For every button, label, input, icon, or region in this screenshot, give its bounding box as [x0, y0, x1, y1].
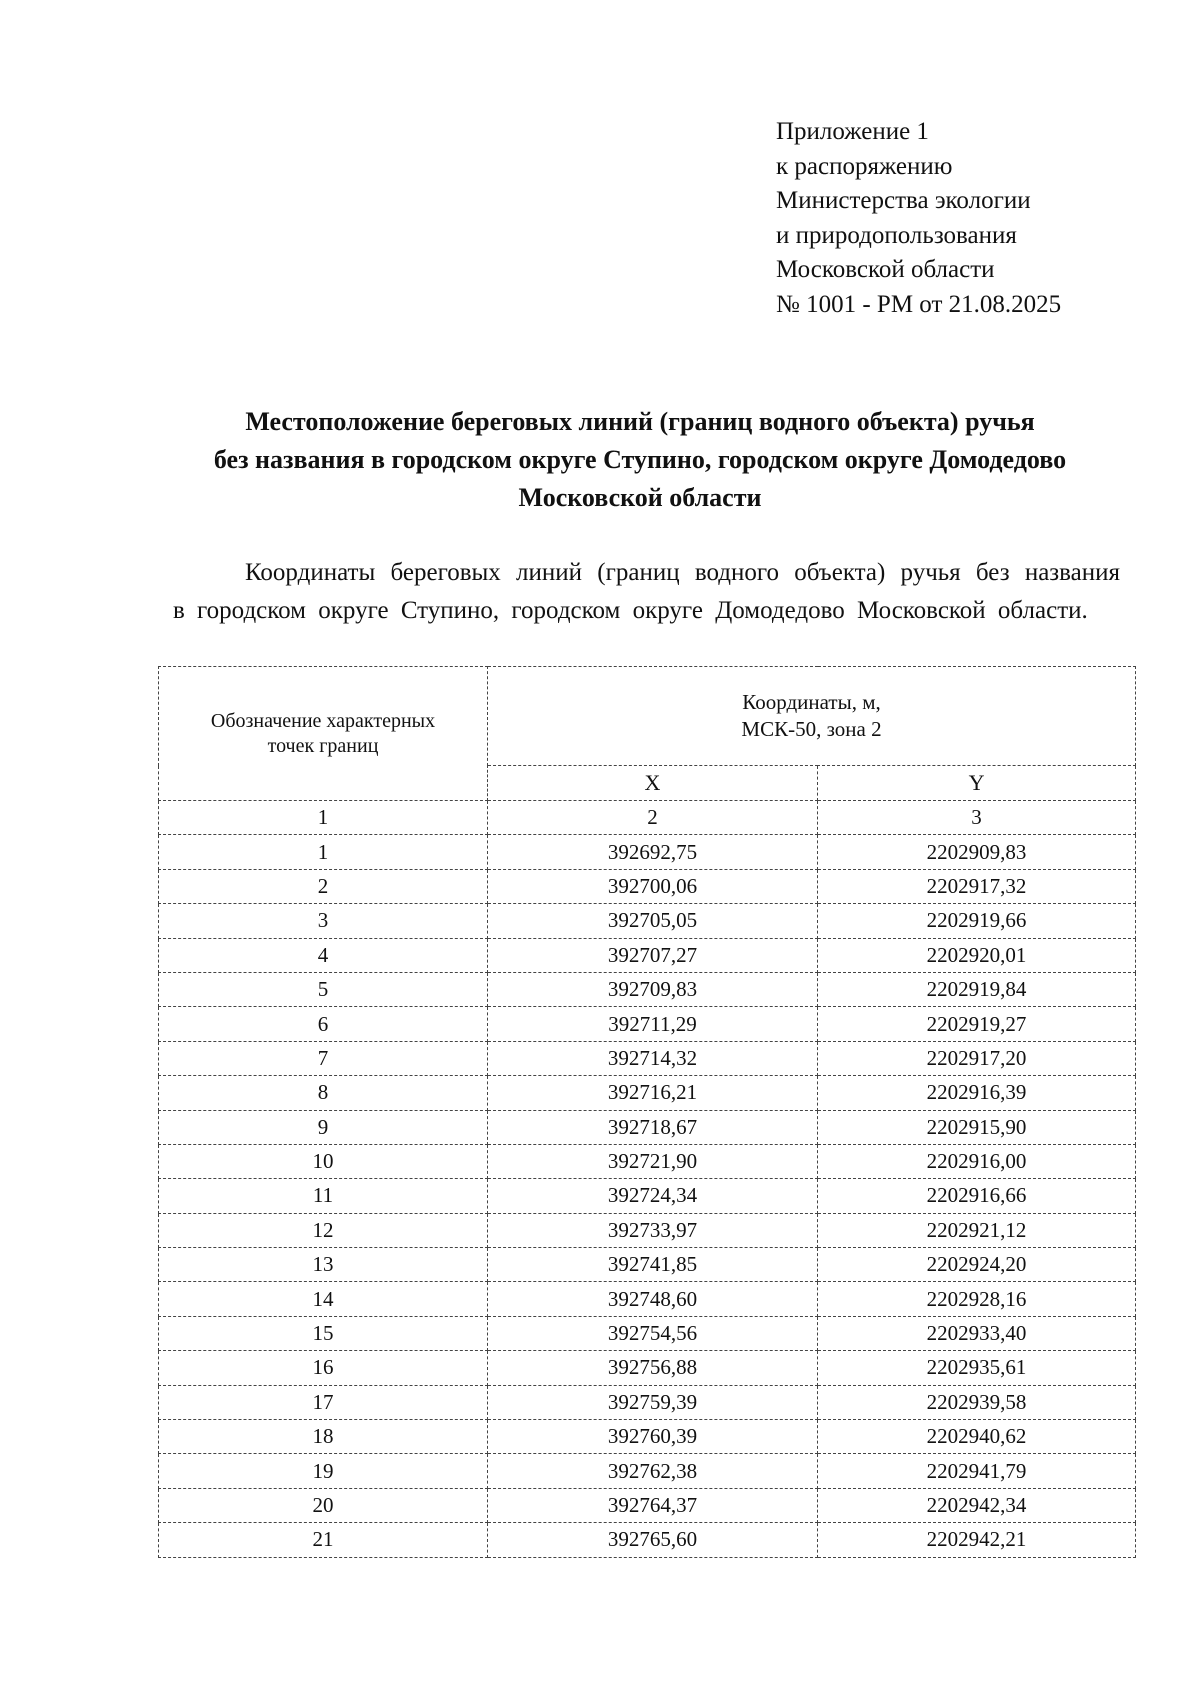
table-row [159, 1454, 1136, 1488]
table-row [159, 1316, 1136, 1350]
x-coordinate-cell: 392711,29 [488, 1007, 818, 1041]
table-row [159, 972, 1136, 1006]
table-row [159, 1179, 1136, 1213]
y-coordinate-cell: 2202916,39 [818, 1076, 1136, 1110]
x-coordinate-cell: 392760,39 [488, 1420, 818, 1454]
point-number-cell: 16 [159, 1351, 488, 1385]
coords-header-line: Координаты, м, [742, 690, 881, 714]
x-coordinate-cell: 392765,60 [488, 1523, 818, 1557]
x-coordinate-cell: 392754,56 [488, 1316, 818, 1350]
y-coordinate-cell: 2202939,58 [818, 1385, 1136, 1419]
x-coordinate-cell: 392741,85 [488, 1248, 818, 1282]
column-number: 2 [488, 801, 818, 835]
y-coordinate-cell: 2202921,12 [818, 1213, 1136, 1247]
y-coordinate-cell: 2202940,62 [818, 1420, 1136, 1454]
x-coordinate-cell: 392718,67 [488, 1110, 818, 1144]
point-number-cell: 3 [159, 904, 488, 938]
table-row [159, 1523, 1136, 1557]
coordinates-table [158, 666, 1136, 1558]
y-coordinate-cell: 2202909,83 [818, 835, 1136, 869]
appendix-line: Министерства экологии [776, 187, 1031, 214]
intro-paragraph: Координаты береговых линий (границ водного объекта) ручья без названия в городском округе Ступино, городском округе Домодедово Московской области. [173, 559, 1120, 624]
table-row [159, 1282, 1136, 1316]
coordinates-column-header [488, 667, 1136, 766]
point-number-cell: 1 [159, 835, 488, 869]
point-number-cell: 13 [159, 1248, 488, 1282]
y-coordinate-cell: 2202935,61 [818, 1351, 1136, 1385]
title-line: Московской области [518, 483, 762, 512]
table-row [159, 1248, 1136, 1282]
table-row [159, 835, 1136, 869]
x-coordinate-cell: 392756,88 [488, 1351, 818, 1385]
point-number-cell: 9 [159, 1110, 488, 1144]
x-coordinate-cell: 392748,60 [488, 1282, 818, 1316]
table-row [159, 1041, 1136, 1075]
x-coordinate-cell: 392707,27 [488, 938, 818, 972]
title-line: без названия в городском округе Ступино, городском округе Домодедово [213, 445, 1067, 474]
table-row [159, 1076, 1136, 1110]
point-number-cell: 8 [159, 1076, 488, 1110]
x-column-header: X [488, 766, 818, 801]
y-coordinate-cell: 2202916,66 [818, 1179, 1136, 1213]
table-row [159, 1420, 1136, 1454]
x-coordinate-cell: 392762,38 [488, 1454, 818, 1488]
y-coordinate-cell: 2202917,20 [818, 1041, 1136, 1075]
y-coordinate-cell: 2202919,84 [818, 972, 1136, 1006]
point-number-cell: 20 [159, 1488, 488, 1522]
points-column-header [159, 667, 488, 801]
table-row [159, 1144, 1136, 1178]
y-coordinate-cell: 2202928,16 [818, 1282, 1136, 1316]
coords-header-line: МСК-50, зона 2 [741, 717, 882, 741]
points-header-line: точек границ [267, 734, 379, 757]
y-coordinate-cell: 2202933,40 [818, 1316, 1136, 1350]
x-coordinate-cell: 392709,83 [488, 972, 818, 1006]
appendix-line: к распоряжению [776, 152, 953, 180]
table-row [159, 1110, 1136, 1144]
appendix-line: и природопользования [776, 221, 1017, 249]
y-coordinate-cell: 2202919,66 [818, 904, 1136, 938]
table-row [159, 1213, 1136, 1247]
y-coordinate-cell: 2202917,32 [818, 869, 1136, 903]
point-number-cell: 5 [159, 972, 488, 1006]
point-number-cell: 21 [159, 1523, 488, 1557]
table-row [159, 904, 1136, 938]
point-number-cell: 10 [159, 1144, 488, 1178]
y-coordinate-cell: 2202942,21 [818, 1523, 1136, 1557]
point-number-cell: 11 [159, 1179, 488, 1213]
table-body [159, 835, 1136, 1557]
document-title [160, 403, 1120, 517]
x-coordinate-cell: 392724,34 [488, 1179, 818, 1213]
point-number-cell: 12 [159, 1213, 488, 1247]
points-header-line: Обозначение характерных [210, 709, 436, 732]
point-number-cell: 17 [159, 1385, 488, 1419]
y-coordinate-cell: 2202916,00 [818, 1144, 1136, 1178]
table-row [159, 1488, 1136, 1522]
point-number-cell: 2 [159, 869, 488, 903]
point-number-cell: 7 [159, 1041, 488, 1075]
x-coordinate-cell: 392705,05 [488, 904, 818, 938]
table-row [159, 1007, 1136, 1041]
appendix-block [776, 115, 1061, 322]
table-row [159, 938, 1136, 972]
x-coordinate-cell: 392716,21 [488, 1076, 818, 1110]
y-coordinate-cell: 2202919,27 [818, 1007, 1136, 1041]
point-number-cell: 6 [159, 1007, 488, 1041]
title-line: Местоположение береговых линий (границ водного объекта) ручья [245, 407, 1035, 436]
column-number: 1 [159, 801, 488, 835]
x-coordinate-cell: 392692,75 [488, 835, 818, 869]
y-coordinate-cell: 2202942,34 [818, 1488, 1136, 1522]
point-number-cell: 14 [159, 1282, 488, 1316]
x-coordinate-cell: 392733,97 [488, 1213, 818, 1247]
y-coordinate-cell: 2202924,20 [818, 1248, 1136, 1282]
appendix-line: Московской области [776, 256, 995, 283]
column-number: 3 [818, 801, 1136, 835]
y-coordinate-cell: 2202941,79 [818, 1454, 1136, 1488]
x-coordinate-cell: 392759,39 [488, 1385, 818, 1419]
x-coordinate-cell: 392700,06 [488, 869, 818, 903]
point-number-cell: 19 [159, 1454, 488, 1488]
point-number-cell: 15 [159, 1316, 488, 1350]
appendix-line: № 1001 - РМ от 21.08.2025 [776, 290, 1062, 318]
y-coordinate-cell: 2202920,01 [818, 938, 1136, 972]
point-number-cell: 4 [159, 938, 488, 972]
table-row [159, 869, 1136, 903]
x-coordinate-cell: 392714,32 [488, 1041, 818, 1075]
y-column-header: Y [818, 766, 1136, 801]
x-coordinate-cell: 392721,90 [488, 1144, 818, 1178]
y-coordinate-cell: 2202915,90 [818, 1110, 1136, 1144]
table-row [159, 1385, 1136, 1419]
appendix-line: Приложение 1 [776, 118, 929, 145]
x-coordinate-cell: 392764,37 [488, 1488, 818, 1522]
table-row [159, 1351, 1136, 1385]
point-number-cell: 18 [159, 1420, 488, 1454]
